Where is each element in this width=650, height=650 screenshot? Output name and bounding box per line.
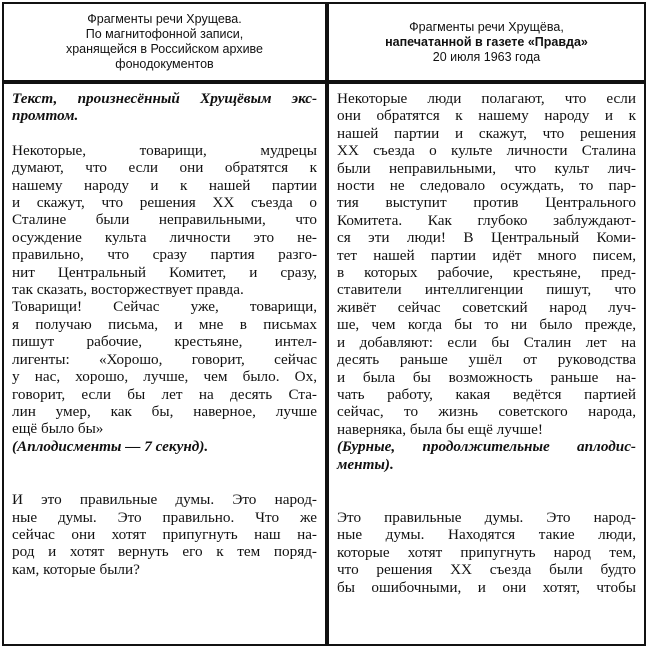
text-line: Сталине были неправильными, что [12, 211, 317, 229]
text-line: нашему народу и к нашей партии [12, 176, 317, 194]
text-line: были неправильными, что культ лич- [337, 159, 636, 177]
text-line: десять раньше ушёл от руководства [337, 351, 636, 369]
header-line: Фрагменты речи Хрущева. [87, 12, 242, 26]
header-line: 20 июля 1963 года [432, 49, 541, 64]
text-line: что решения XX съезда были будто [337, 561, 636, 579]
text-line: ности не следовало осуждать, то пар- [337, 177, 636, 195]
header-line: По магнитофонной записи, [85, 27, 244, 41]
text-line: ше, чем когда бы то ни было прежде, [337, 316, 636, 334]
applause-note: (Аплодисменты — 7 секунд). [12, 437, 209, 455]
text-line: которые хотят припугнуть народ тем, [337, 543, 636, 561]
header-line: фонодокументов [115, 57, 214, 71]
text-line: Товарищи! Сейчас уже, товарищи, [12, 298, 317, 316]
text-line: ные думы. Это правильно. Что же [12, 508, 317, 526]
text-line: Некоторые, товарищи, мудрецы [12, 141, 317, 159]
right-column-text [329, 90, 644, 596]
paragraph [12, 491, 317, 578]
text-line: ные думы. Находятся такие люди, [337, 526, 636, 544]
text-line: и добавляют: если бы Сталин лет на [337, 333, 636, 351]
document-page [2, 2, 646, 646]
text-line: Это правильные думы. Это народ- [337, 508, 636, 526]
text-line: живёт сейчас советский народ луч- [337, 298, 636, 316]
intro-note [12, 90, 317, 125]
text-line: лигенты: «Хорошо, говорит, сейчас [12, 350, 317, 368]
header-line: Фрагменты речи Хрущёва, [409, 19, 564, 34]
right-column-header [329, 4, 644, 80]
applause-note: менты). [337, 455, 394, 473]
text-line: сейчас они хотят припугнуть наш на- [12, 525, 317, 543]
text-line: и была бы возможность раньше на- [337, 368, 636, 386]
left-column-text [4, 90, 325, 578]
text-line: я получаю письма, и мне в письмах [12, 315, 317, 333]
text-line: бы ошибочными, и они хотят, чтобы [337, 578, 636, 596]
text-line: Некоторые люди полагают, что если [337, 90, 636, 107]
text-line: у нас, хорошо, лучше, чем было. Ох, [12, 368, 317, 386]
left-column [4, 4, 325, 644]
text-line: кам, которые были? [12, 560, 140, 578]
header-line: напечатанной в газете «Правда» [385, 34, 588, 49]
text-line: правильно, что сразу партия разго- [12, 246, 317, 264]
text-line: XX съезда о культе личности Сталина [337, 142, 636, 160]
text-line: нашей партии и скажут, что решения [337, 124, 636, 142]
text-line: в которых рабочие, крестьяне, пред- [337, 264, 636, 282]
text-line: чать работу, какая ведётся партией [337, 385, 636, 403]
text-line: промтом. [12, 107, 79, 125]
text-line: И это правильные думы. Это народ- [12, 491, 317, 509]
text-line: лин умер, как бы, наверное, лучше [12, 402, 317, 420]
text-line: думают, что если они обратятся к [12, 159, 317, 177]
paragraph [12, 142, 317, 299]
text-line: так сказать, восторжествует правда. [12, 281, 244, 299]
text-line: Текст, произнесённый Хрущёвым экс- [12, 90, 317, 107]
header-line: хранящейся в Российском архиве [65, 42, 264, 56]
text-line: ся эти люди! В Центральный Коми- [337, 229, 636, 247]
text-line: наверняка, была бы ещё лучше! [337, 420, 543, 438]
paragraph [337, 90, 636, 473]
text-line: сейчас, то жизнь советского народа, [337, 403, 636, 421]
applause-note: (Бурные, продолжительные аплодис- [337, 438, 636, 456]
header-divider [329, 80, 644, 84]
text-line: осуждение культа личности это не- [12, 228, 317, 246]
text-line: тия выступит против Центрального [337, 194, 636, 212]
text-line: нит Центральный Комитет, и сразу, [12, 263, 317, 281]
text-line: они обратятся к нашему народу и к [337, 107, 636, 125]
text-line: ставители интеллигенции пишут, что [337, 281, 636, 299]
paragraph [12, 298, 317, 455]
left-column-header [4, 4, 325, 80]
text-line: пишут рабочие, крестьяне, интел- [12, 333, 317, 351]
text-line: ещё было бы» [12, 420, 104, 438]
text-line: и скажут, что решения XX съезда о [12, 194, 317, 212]
right-column [329, 4, 644, 644]
paragraph [337, 509, 636, 596]
text-line: тет нашей партии идёт много писем, [337, 246, 636, 264]
text-line: говорит, если бы лет на десять Ста- [12, 385, 317, 403]
text-line: род и хотят вернуть его к тем поряд- [12, 543, 317, 561]
text-line: Комитета. Как глубоко заблуждают- [337, 211, 636, 229]
header-divider [4, 80, 325, 84]
